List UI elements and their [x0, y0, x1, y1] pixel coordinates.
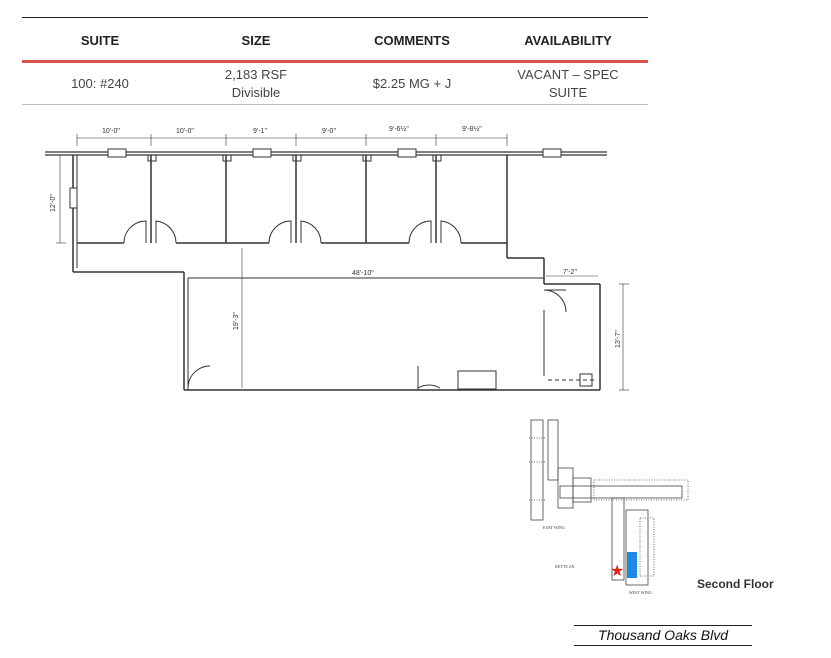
dim-room-depth: 13'-7" [615, 330, 622, 348]
header-suite: SUITE [80, 33, 120, 48]
cell-suite: 100: #240 [71, 76, 129, 91]
dim-office-5: 9'-6½" [389, 126, 409, 133]
cell-size-divisible: Divisible [231, 85, 281, 100]
key-plan-title: KEY PLAN [555, 564, 575, 569]
star-icon: ★ [610, 561, 625, 580]
cell-comments: $2.25 MG + J [372, 76, 452, 91]
key-plan-suite-highlight [627, 552, 637, 578]
dim-office-depth: 12'-0" [50, 194, 57, 212]
key-plan-east-wing: EAST WING [543, 525, 565, 530]
street-label: Thousand Oaks Blvd [598, 627, 728, 643]
cell-availability-line2: SUITE [548, 85, 588, 100]
key-plan [529, 420, 688, 585]
dim-room-width: 7'-2" [563, 269, 577, 276]
street-line-top [574, 625, 752, 626]
street-line-bottom [574, 645, 752, 646]
dim-office-4: 9'-0" [322, 128, 336, 135]
dim-office-6: 9'-8½" [462, 126, 482, 133]
header-size: SIZE [241, 33, 271, 48]
key-plan-west-wing: WEST WING [629, 590, 652, 595]
floor-label: Second Floor [697, 577, 774, 591]
header-comments: COMMENTS [374, 33, 450, 48]
dim-office-1: 10'-0" [102, 128, 120, 135]
dim-open-width: 48'-10" [352, 270, 374, 277]
dim-open-depth: 19'-3" [233, 312, 240, 330]
header-availability: AVAILABILITY [524, 33, 612, 48]
dim-office-3: 9'-1" [253, 128, 267, 135]
dim-office-2: 10'-0" [176, 128, 194, 135]
cell-size-rsf: 2,183 RSF [224, 67, 288, 82]
cell-availability-line1: VACANT – SPEC [517, 67, 619, 82]
